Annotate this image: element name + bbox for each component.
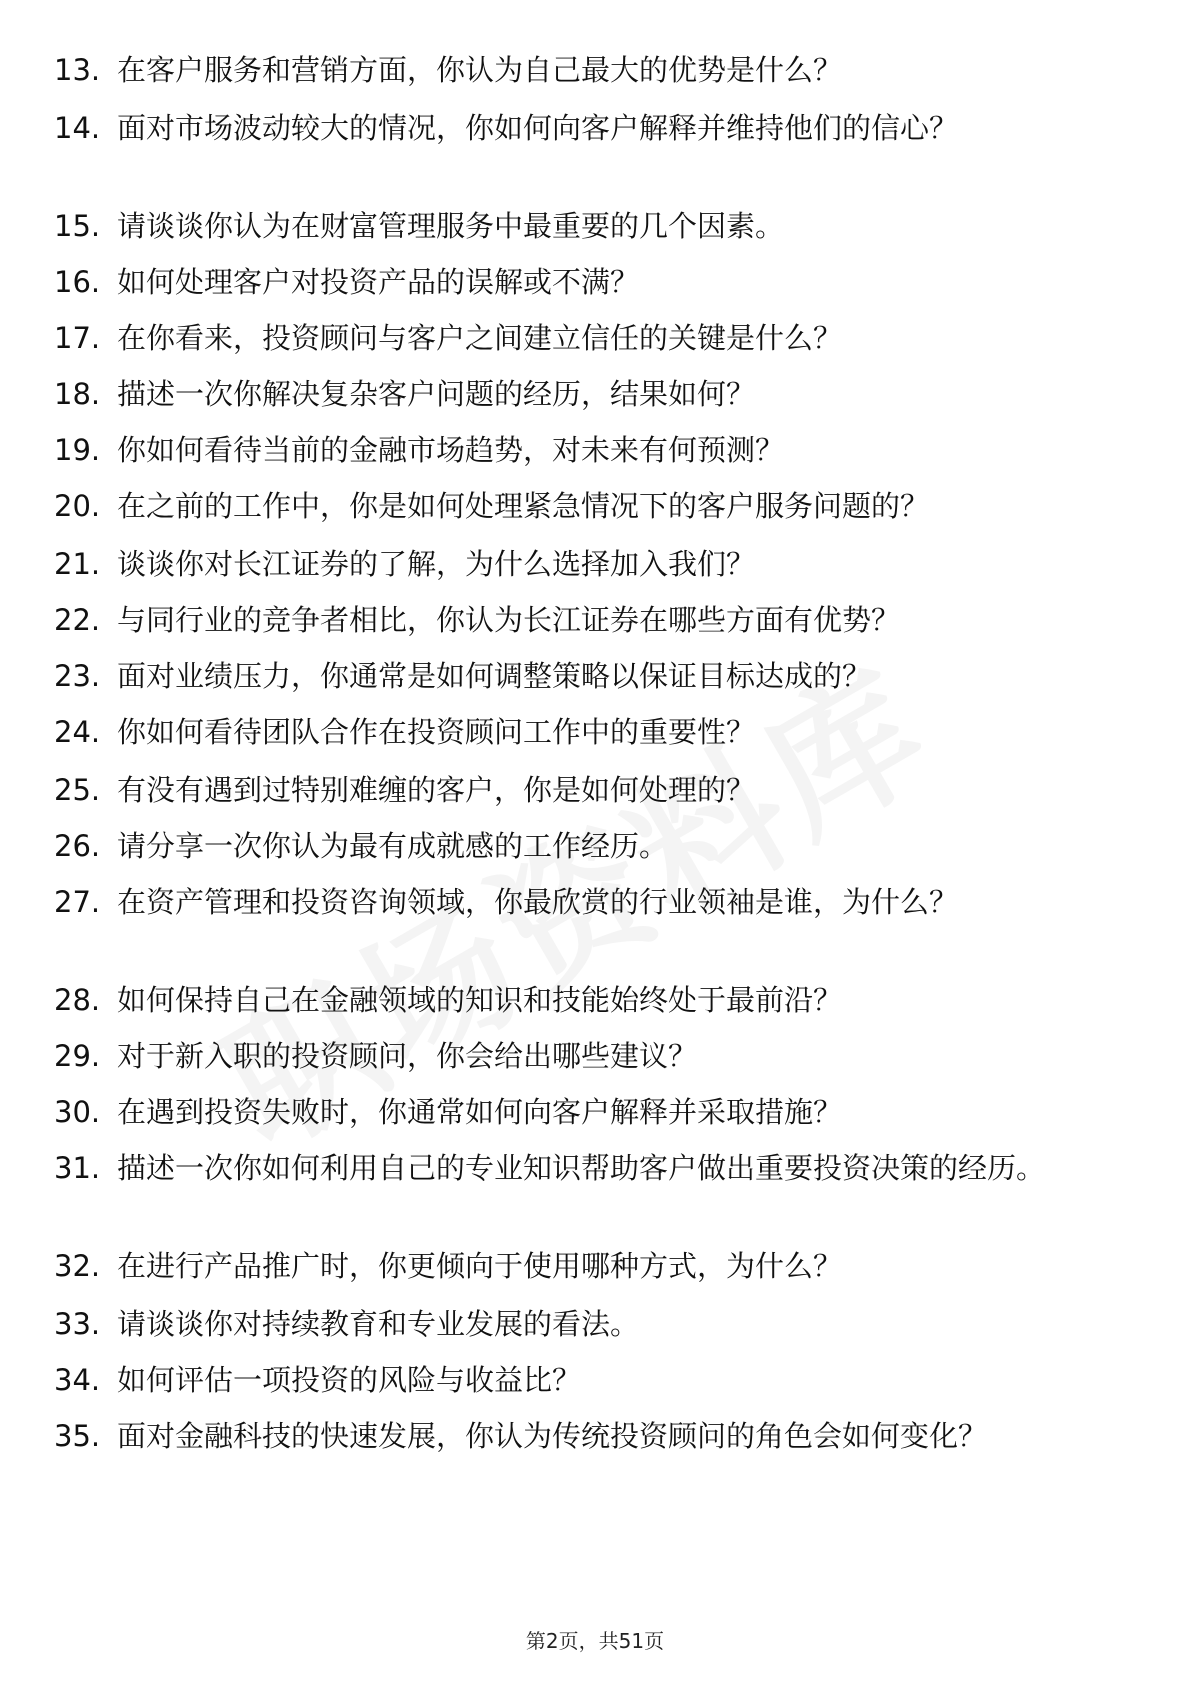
question-item [54,110,1134,147]
question-number: 24. [54,715,101,749]
question-number: 34. [54,1363,101,1397]
question-item [54,1150,1134,1187]
question-text: 在资产管理和投资咨询领域，你最欣赏的行业领袖是谁，为什么？ [117,885,959,919]
question-item [54,1306,1134,1343]
question-item [54,1038,1134,1075]
question-item [54,772,1134,809]
question-number: 17. [54,321,101,355]
question-text: 如何处理客户对投资产品的误解或不满？ [117,265,640,299]
question-number: 26. [54,829,101,863]
question-item [54,714,1134,751]
question-number: 30. [54,1095,101,1129]
question-number: 31. [54,1151,101,1185]
question-text: 描述一次你解决复杂客户问题的经历，结果如何？ [117,377,756,411]
question-number: 15. [54,209,101,243]
question-text: 有没有遇到过特别难缠的客户，你是如何处理的？ [117,773,756,807]
question-number: 33. [54,1307,101,1341]
question-item [54,1362,1134,1399]
question-number: 25. [54,773,101,807]
question-text: 请谈谈你认为在财富管理服务中最重要的几个因素。 [117,209,785,243]
question-number: 14. [54,111,101,145]
question-text: 在遇到投资失败时，你通常如何向客户解释并采取措施？ [117,1095,843,1129]
question-text: 在进行产品推广时，你更倾向于使用哪种方式，为什么？ [117,1249,843,1283]
question-item [54,208,1134,245]
question-number: 19. [54,433,101,467]
question-number: 20. [54,489,101,523]
question-text: 描述一次你如何利用自己的专业知识帮助客户做出重要投资决策的经历。 [117,1151,1046,1185]
page-number-footer: 第2页，共51页 [525,1629,665,1653]
question-item [54,1094,1134,1131]
question-number: 29. [54,1039,101,1073]
question-item [54,264,1134,301]
question-number: 27. [54,885,101,919]
question-item [54,602,1134,639]
question-item [54,1248,1134,1285]
question-number: 21. [54,547,101,581]
question-text: 请谈谈你对持续教育和专业发展的看法。 [117,1307,640,1341]
question-text: 你如何看待当前的金融市场趋势，对未来有何预测？ [117,433,785,467]
question-text: 在客户服务和营销方面，你认为自己最大的优势是什么？ [117,53,843,87]
question-text: 请分享一次你认为最有成就感的工作经历。 [117,829,669,863]
question-number: 22. [54,603,101,637]
question-item [54,828,1134,865]
question-number: 32. [54,1249,101,1283]
question-text: 在你看来，投资顾问与客户之间建立信任的关键是什么？ [117,321,843,355]
question-text: 在之前的工作中，你是如何处理紧急情况下的客户服务问题的？ [117,489,930,523]
question-number: 35. [54,1419,101,1453]
question-item [54,320,1134,357]
question-text: 面对业绩压力，你通常是如何调整策略以保证目标达成的？ [117,659,872,693]
question-text: 面对金融科技的快速发展，你认为传统投资顾问的角色会如何变化？ [117,1419,988,1453]
question-item [54,658,1134,695]
question-text: 对于新入职的投资顾问，你会给出哪些建议？ [117,1039,698,1073]
question-text: 你如何看待团队合作在投资顾问工作中的重要性？ [117,715,756,749]
question-text: 谈谈你对长江证券的了解，为什么选择加入我们？ [117,547,756,581]
question-item [54,432,1134,469]
question-number: 23. [54,659,101,693]
question-item [54,982,1134,1019]
question-text: 如何保持自己在金融领域的知识和技能始终处于最前沿？ [117,983,843,1017]
question-item [54,1418,1134,1455]
question-number: 16. [54,265,101,299]
question-text: 与同行业的竞争者相比，你认为长江证券在哪些方面有优势？ [117,603,901,637]
question-item [54,546,1134,583]
question-item [54,488,1134,525]
question-item [54,376,1134,413]
question-number: 13. [54,53,101,87]
question-text: 如何评估一项投资的风险与收益比？ [117,1363,582,1397]
question-item [54,884,1134,921]
question-number: 28. [54,983,101,1017]
question-item [54,52,1134,89]
question-text: 面对市场波动较大的情况，你如何向客户解释并维持他们的信心？ [117,111,959,145]
question-number: 18. [54,377,101,411]
